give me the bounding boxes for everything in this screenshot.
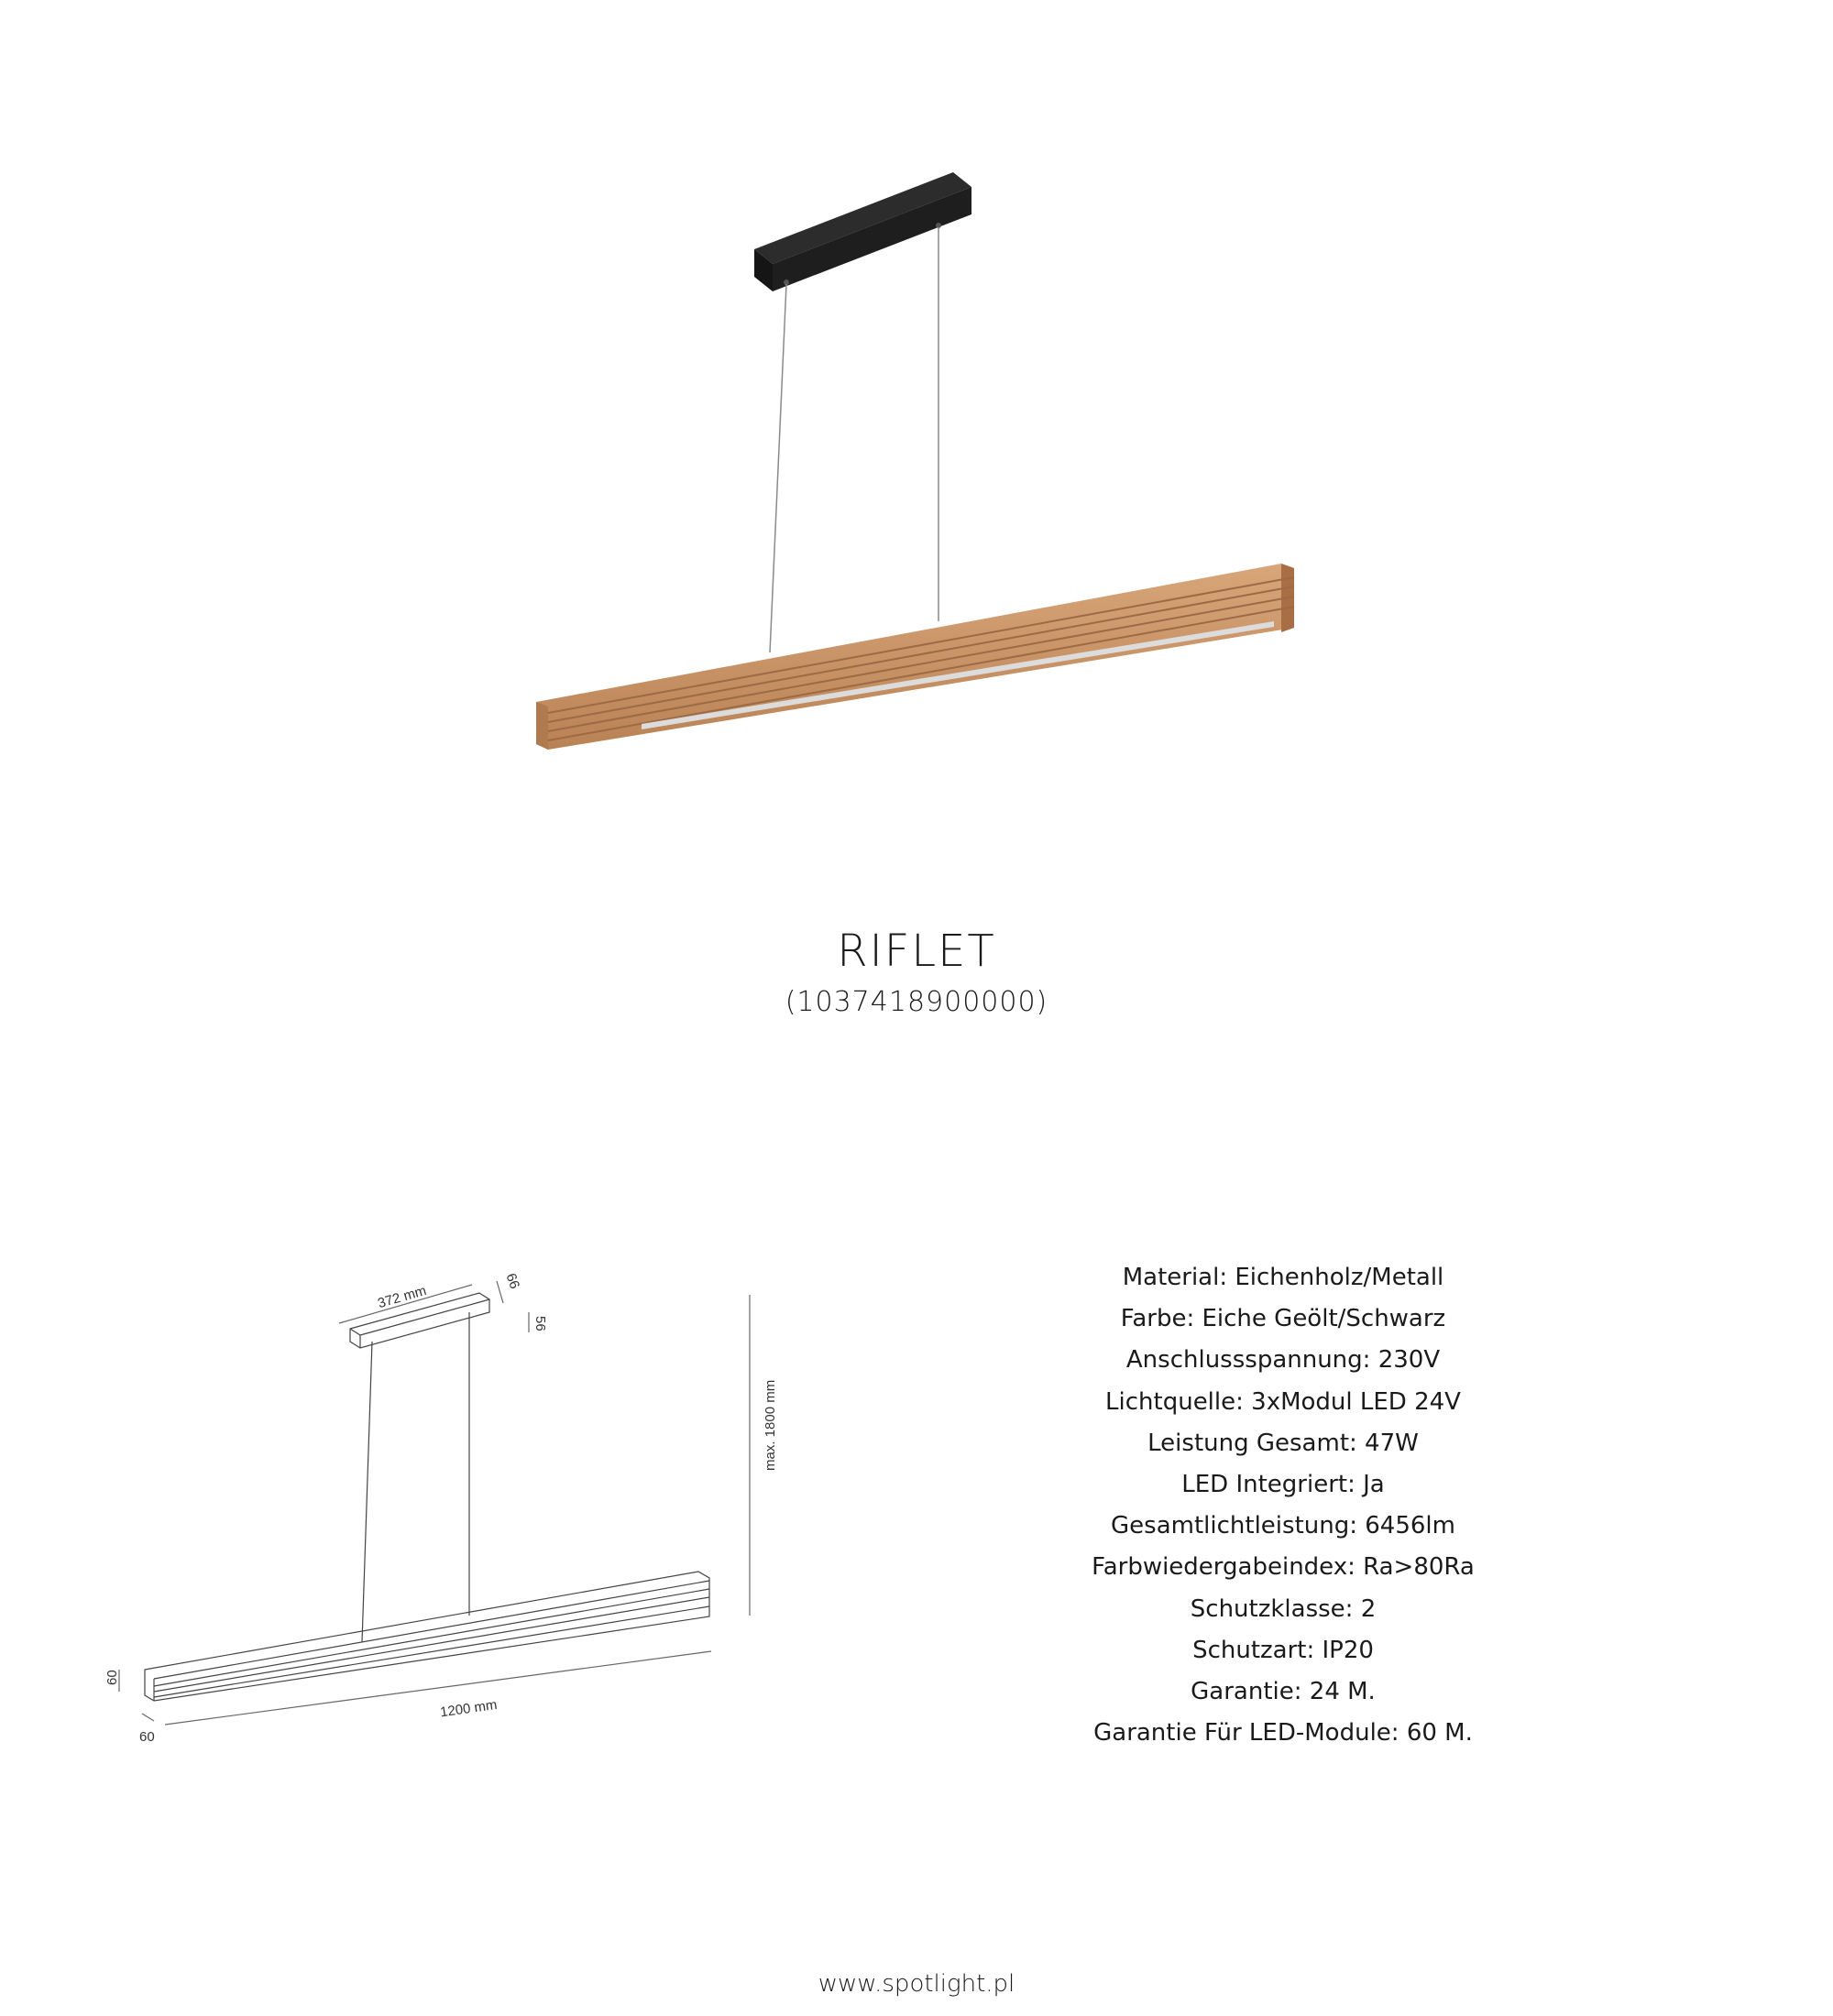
dim-bar-width: 60 xyxy=(139,1729,155,1745)
spec-voltage: Anschlussspannung: 230V xyxy=(1125,1346,1441,1375)
product-name: RIFLET xyxy=(837,926,996,977)
bar-outline xyxy=(145,1572,709,1701)
dimension-drawing xyxy=(104,1255,871,1769)
spec-color: Farbe: Eiche Geölt/Schwarz xyxy=(1120,1305,1446,1333)
spec-warranty: Garantie: 24 M. xyxy=(1191,1678,1376,1706)
website-link[interactable]: www.spotlight.pl xyxy=(818,1970,1015,1998)
spec-led-integrated: LED Integriert: Ja xyxy=(1181,1471,1385,1499)
spec-light-source: Lichtquelle: 3xModul LED 24V xyxy=(1105,1387,1461,1416)
spec-total-power: Leistung Gesamt: 47W xyxy=(1147,1429,1419,1457)
spec-ip-rating: Schutzart: IP20 xyxy=(1192,1636,1374,1664)
dim-canopy-height: 56 xyxy=(532,1316,548,1331)
wooden-bar xyxy=(536,564,1294,750)
dim-max-height: max. 1800 mm xyxy=(763,1379,778,1471)
dim-bar-height: 60 xyxy=(104,1670,120,1685)
spec-led-warranty: Garantie Für LED-Module: 60 M. xyxy=(1093,1719,1473,1748)
specifications-list xyxy=(1008,1257,1558,1754)
spec-luminous-flux: Gesamtlichtleistung: 6456lm xyxy=(1111,1512,1455,1540)
product-code: (1037418900000) xyxy=(785,986,1048,1018)
dim-bar-length: 1200 mm xyxy=(439,1696,499,1721)
suspension-cable xyxy=(770,284,786,652)
dim-canopy-length: 372 mm xyxy=(376,1282,429,1312)
spec-material: Material: Eichenholz/Metall xyxy=(1122,1264,1444,1291)
spec-protection-class: Schutzklasse: 2 xyxy=(1190,1594,1377,1623)
spec-cri: Farbwiedergabeindex: Ra>80Ra xyxy=(1092,1553,1475,1582)
product-photo xyxy=(0,0,1833,825)
canopy-outline xyxy=(350,1293,489,1348)
dim-canopy-width: 66 xyxy=(502,1271,523,1291)
